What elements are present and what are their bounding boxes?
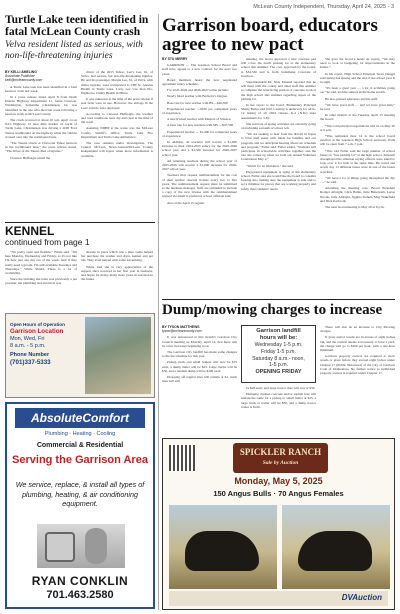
paragraph: driver of the 2015 Tahoe, Larry Lee, 61, of Velva, had serious, but non-life-threatening injuries. He and his passenger, Margie Lee, 61, of Velva, with minor injuries, were transported to CHI St. Alexius Health in Turtle Lake. Larry Lee was then life-flighted to Trinity Health in Minot.	[81, 70, 153, 96]
paragraph: Experienced teacher —$100 per completed years of experience.	[162, 106, 237, 116]
paragraph: Experienced teacher — $1,400 for completed years of experience.	[162, 129, 237, 138]
absolute-comfort-ad	[5, 402, 155, 609]
landfill-line: Friday 1-5 p.m.	[261, 348, 296, 355]
ad-photo	[37, 524, 125, 568]
paragraph: meeting, the board approved a new concrete pad will cover the north parking lot at the elementary school this summer. The cost, approved by the board, is $34,530 and is from Schumaier Concrete of Garrison.	[241, 57, 316, 78]
paragraph: *Was told Fuller said the large number of school buses on “bus parking lot” at the high school. Kinstedt downplayed the situation saying officers were asked to look over it for kids at the same time. He noted one recent day 13 different buses were in one of the buses activities.	[320, 148, 395, 174]
garrison-headline: Garrison board, educators agree to new pact	[162, 15, 378, 55]
garrison-byline: BY STU MERRY	[162, 57, 188, 61]
ad-location: Garrison Location	[10, 328, 64, 335]
dump-headline: Dump/mowing charges to increase	[162, 302, 383, 318]
paragraph: already in place which was a plus. Gaila helped her purchase the washer and dryer, kennel and pet tub. They even helped with some advertising.	[81, 250, 153, 263]
ad-lots: 150 Angus Bulls · 70 Angus Females	[213, 489, 344, 498]
divider	[5, 222, 155, 223]
paragraph: Attending the meeting was: Board President Rodger Albright, Chris Baller, Julie Bettenrath, Lucas Novak, Julie Albright, Jiggins Staheli, Meg Wakefield and Dick Kerbroth.	[320, 186, 395, 203]
paragraph: Dumping crushed concrete and/or asphalt fees will remain the same for a pickup or small trailer at $25, a large truck or trailer will be $50, and a dump tractor trailer is $100.	[241, 392, 316, 409]
paragraph: White said she is very appreciative of the support she's received in her first year in business, and hopes for many, many more years in Garrison in the future.	[81, 264, 153, 282]
ad-sub: Commercial & Residential	[36, 442, 124, 449]
ad-title: SPICKLER RANCH	[239, 447, 322, 457]
landfill-line: 1-5 p.m.	[268, 362, 289, 369]
ad-phone-label: Phone Number	[10, 352, 50, 358]
paragraph: In other matters at the Tuesday, April 15 meeting the board:	[320, 113, 395, 122]
paragraph: He also praised educators and his staff.	[325, 96, 378, 101]
dump-col-1	[162, 325, 237, 435]
paragraph: “I'm pretty open and flexible,” White said. “I'm here Monday, Wednesday and Friday, so it's not like I'm here just one day out of the week. And if they really need a groom, I'm still available Tuesdays and Thursdays.” While Shield, There is a lot of availability.	[5, 250, 77, 276]
paragraph: *Was reminded June 14 is the school board election at the Garrison High School restroom. Polls will be open from 7 a.m.-7 p.m.	[320, 134, 395, 147]
paragraph: “The Taurus struck at Chevrolet Tahoe head-on in the northbound lane,” the press release stated. “The driver of the Taurus died of injuries.”	[5, 141, 77, 154]
logo-text: AbsoluteComfort	[31, 411, 129, 425]
paragraph: The crash occurred at about 10 a.m. April 14 on N.D. Highway 41 near mile marker 41 north of Turtle Lake. Christiansen was driving a 2005 Ford Taurus southbound on the highway when the vehicle crossed over into the northbound lane.	[5, 118, 77, 139]
paragraph: A Turtle Lake teen has been identified in a fatal head-on crash last week.	[5, 84, 77, 93]
landfill-title-2: hours will be:	[259, 335, 298, 341]
turtle-col-1	[5, 70, 77, 220]
divider	[162, 299, 395, 300]
kennel-continued: continued from page 1	[5, 237, 90, 247]
garrison-col-3	[320, 57, 395, 297]
paragraph: *Was told principal negotiations will be on May 20 at 6 p.m.	[320, 123, 395, 132]
ad-contact-phone: 701.463.2580	[46, 589, 114, 601]
paragraph: Superintendent Dr. Nick Kinsted reported that he will meet with the county and other staff this summer to complete the resurfacing portion of concrete work at the high school this summer regarding repair of the parking lot.	[241, 80, 316, 101]
turtle-col-2	[81, 70, 153, 220]
dump-col-2	[241, 325, 316, 435]
ad-logo	[233, 443, 328, 473]
bull-photo-right	[282, 505, 390, 589]
paragraph: Garrison property owners are required to mow weeds or grass before they exceed eight inches under Chapter 17 (Public Nuisances) of the City of Garrison Code of Ordinances. No further notice to individual property owners is required under Chapter 17.	[320, 354, 395, 376]
paragraph: In his report, High School Principal Steve Dangel said spring has sprung and the end of the school year is in sight.	[320, 71, 395, 85]
spickler-ranch-ad	[162, 438, 395, 610]
ad-headline: Serving the Garrison Area	[12, 454, 148, 466]
ad-contact-name: RYAN CONKLIN	[31, 574, 129, 588]
paragraph: She said lots of spring activities are currently going on including a month of school left.	[241, 121, 316, 131]
kennel-col-2	[81, 250, 153, 310]
bull-silhouette-icon	[185, 531, 259, 571]
paragraph: If grass and/or weeds are in excess of eight inches tall, and the council deems it necessary to have a yard, the charge will go to $200 per hour, with a one-hour minimum.	[320, 335, 395, 353]
kennel-col-1	[5, 250, 77, 310]
landfill-title: Garrison landfill	[256, 328, 301, 334]
paragraph: Board members heard the new negotiated agreement salary schedule.	[162, 77, 237, 87]
ad-qr-code	[169, 445, 195, 471]
dump-col-3	[320, 325, 395, 435]
bull-photo-left	[169, 505, 277, 589]
paragraph: Teachers may request reimbursement for the cost of their teacher renewal license every two to five years. The reimbursement request must be submitted to the business manager. Staff are reminded to include a copy of the new license with the reimbursement request via email is preferred, school officials said.	[162, 173, 237, 199]
ad-footer-bar	[169, 591, 388, 606]
ad-phone: (701)337-5333	[10, 359, 51, 366]
turtle-deck: Velva resident listed as serious, with non-life-threatening injuries	[5, 40, 143, 61]
garrison-col-1	[162, 57, 237, 297]
paragraph: The Garrison City landfill has made some changes to the fee schedule for this year.	[162, 350, 237, 359]
paragraph: “It's been a great year … a lot of activities going on,” he said, and the seniors in the home stretch.	[320, 86, 395, 95]
paragraph: “We are seeking to hear from the district in hopes to have staff assist with funds for families and our program, and we anticipate hearing about our schedule and program,” Fuller said. Fuller added, “Students will participate in schoolwide activities together, and the last one comes up when we hold our annual Volunteer Celebration May 2.”	[241, 132, 316, 162]
paragraph: Newly hired teacher with Bachelor's Degree.	[167, 94, 228, 99]
turtle-headline: Turtle Lake teen identified in fatal McLean County crash	[5, 14, 149, 38]
ad-hours: Mon, Wed, Fri	[10, 336, 45, 342]
landfill-line: Saturday 8 a.m.- noon,	[252, 355, 305, 362]
ad-subtitle: Sale by Auction	[262, 460, 299, 466]
paragraph: Pickup truck and small trailers will now be $15 each, a dump trailer will be $25. Large trucks will be $50, and a tandem dump will be $200 each.	[162, 360, 237, 373]
landfill-line: Wednesday 1-5 p.m.	[254, 342, 303, 348]
ad-image	[85, 317, 151, 394]
paragraph: The case remains under investigation. The Central McLean News-Journal/McLean County Independent will report when more information is available.	[81, 141, 153, 158]
paragraph: In her report to the board, Elementary Principal Shelly Fuller said N.D.'s testing is underway for all K-12 testing of all 2024 classes, K-2 (N.D.) state assessments for 3-8).	[241, 103, 316, 120]
column-divider	[158, 14, 159, 610]
ad-body: We service, replace, & install all types of plumbing, heating, & air conditioning equipment.	[15, 480, 145, 508]
ad-date: Monday, May 5, 2025	[234, 476, 323, 486]
landfill-hours-box	[241, 325, 316, 383]
ad-hours-time: 8 a.m. - 5 p.m.	[10, 343, 46, 349]
paragraph: “Watch for an invitation,” she said.	[246, 163, 294, 168]
landfill-opening: OPENING FRIDAY	[255, 369, 302, 376]
paragraph: Base rate for new teacher with BS—$46,500	[167, 100, 228, 105]
paragraph: All returning teachers during the school year of 2025-2026 will receive a $1,000 increase for 2026-2027 school year.	[162, 158, 237, 172]
garrison-location-ad	[5, 313, 155, 398]
kennel-headline: KENNEL	[5, 224, 55, 238]
paragraph: In a press release dated April 8 from North Dakota Highway Department Lt. Jenna Clawson, Washington, Samantha Christiansen, 19, was identified as the one who died last week following a head-on crash in McLean County.	[5, 95, 77, 116]
paragraph: She gave the board a heads up saying, “We may need to look at budgeting for improvements in the future.”	[320, 57, 395, 70]
paragraph: Clawson Huffnagle stated the	[10, 155, 51, 160]
ad-tagline: Plumbing · Heating · Cooling	[44, 431, 116, 437]
paragraph: Since the building she rents was previously a pet groomer, the plumbing and electrical was	[5, 277, 77, 286]
paragraph: In addition, all teachers will receive a $1,000 increase to their 2024-2025 salary for the 2025-2026 school year and a $1,500 increase for 2026-2027 school year.	[162, 140, 237, 157]
paragraph: It was unknown at the time of the press release if seat belts were in use. However, the airbags in the Lees' vehicle were deployed.	[81, 97, 153, 110]
water-heater-icon	[85, 528, 107, 564]
garrison-col-2	[241, 57, 316, 297]
dvauction-logo: DVAuction	[341, 593, 382, 602]
paragraph: Playground equipment is aging at the elementary school. Fuller said she would like the board to consider looking into making sure the equipment is safe and to set a timeline for pieces that are working properly and safely meet students' needs.	[241, 169, 316, 191]
paragraph: According to Clawson Huffnagle, the weather and road conditions were dry and clear at the time of the crash.	[81, 111, 153, 125]
ad-line: Open Hours of Operation	[10, 322, 65, 327]
ad-logo	[15, 408, 145, 428]
paragraph: For 2025-2026 and 2026-2027 terms include:	[167, 88, 229, 93]
paragraph: GARRISON — The Garrison School Board and staff have agreed to a new contract for the next two years.	[162, 63, 237, 76]
hvac-unit-icon	[45, 532, 75, 562]
paragraph: Dropping off regular tires will remain at $1, truck tires will still	[162, 375, 237, 384]
paragraph: A base rate for new teachers with MS —$47,500	[167, 123, 234, 128]
paragraph: be $20 each, and large tractor tires will stay at $30.	[246, 386, 316, 390]
paragraph: It was announced at this month's Garrison City Council meeting on Monday, April 14, that there will be a few increases beginning soon.	[162, 335, 237, 348]
paragraph: There will also be an increase to City Mowing charges.	[320, 325, 395, 334]
dump-byline: BY TYSON MATTHEWS tyson@mcleancounty.com	[162, 325, 202, 334]
paragraph: The next board meeting is May 20 at 6 p.m.	[325, 205, 385, 210]
turtle-byline: BY KELLI AMELING Associate Publisher kelli@mcleancounty.com	[5, 70, 43, 83]
page-header: McLean County Independent, Thursday, April 24, 2025 - 3	[253, 4, 394, 10]
paragraph: A newly hired teacher with Masters of Science.	[167, 117, 232, 122]
paragraph: “We have a lot of things going throughout the day …,” he said.	[320, 175, 395, 185]
paragraph: Also at the April 15 regular	[167, 200, 205, 205]
paragraph: “We have great staff … and we have great kids,” he said.	[320, 102, 395, 112]
paragraph: Assisting NDHP at the scene was the McLean County Sheriff's Office, Turtle Lake Fire Department and Turtle Lake Ambulance.	[81, 126, 153, 139]
bull-silhouette-icon	[298, 531, 372, 571]
